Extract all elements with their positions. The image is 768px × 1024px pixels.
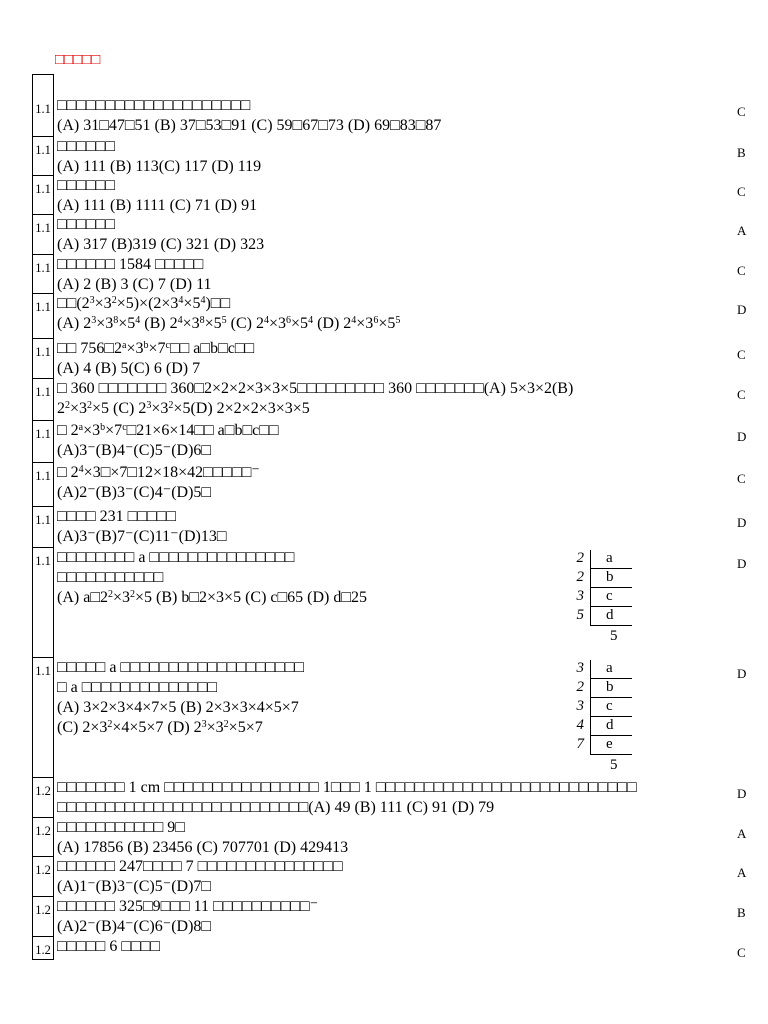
answer-key: D	[737, 786, 747, 801]
question-number: 1.2	[32, 897, 54, 937]
question-number: 1.1	[32, 137, 54, 176]
division-line	[590, 754, 632, 755]
question-number: 1.1	[32, 339, 54, 379]
question-line: □□□□□□□ 1 cm □□□□□□□□□□□□□□□□ 1□□□ 1 □□□□□□□□□□□□□□□□□□□□□□□□□□□	[57, 779, 637, 796]
question-number: 1.1	[32, 507, 54, 548]
question-line: □□□□□□	[57, 138, 115, 155]
question-text	[57, 937, 707, 957]
question-line: (A) 3×2×3×4×7×5 (B) 2×3×3×4×5×7	[57, 699, 299, 716]
question-line: (A) $a□2^2\times 3^2\times 5$ (B) b□2×3×5 (C) c□65 (D) d□25	[57, 589, 368, 606]
question-line: (A) $2^3\times 3^8\times 5^4$ (B) $2^4\times 3^8\times 5^5$ (C) $2^4\times 3^6\times 5^4$ (D) $2^4\times 3^6\times 5^5$	[57, 315, 401, 332]
table-row	[0, 778, 768, 818]
question-line: (A) 4 (B) 5(C) 6 (D) 7	[57, 360, 201, 377]
question-text	[57, 137, 707, 177]
answer-key: D	[737, 666, 747, 681]
table-row	[0, 937, 768, 960]
question-text	[57, 463, 707, 503]
question-line: (A) 111 (B) 113(C) 117 (D) 119	[57, 158, 262, 175]
question-number: 1.2	[32, 857, 54, 897]
question-line: (A) 17856 (B) 23456 (C) 707701 (D) 429413	[57, 839, 349, 856]
table-row	[0, 463, 768, 507]
question-line: (A)2⁻(B)4⁻(C)6⁻(D)8□	[57, 918, 212, 935]
question-number: 1.1	[32, 421, 54, 463]
question-number: 1.1	[32, 379, 54, 421]
answer-key: A	[737, 223, 747, 238]
question-number: 1.1	[32, 463, 54, 507]
question-text	[57, 548, 557, 608]
question-number: 1.1	[32, 658, 54, 778]
answer-key: C	[737, 184, 746, 199]
quotient-letter: a	[606, 550, 613, 566]
final-quotient: 5	[610, 757, 618, 773]
answer-key: D	[737, 302, 747, 317]
question-number: 1.2	[32, 778, 54, 818]
quotient-letter: a	[606, 660, 613, 676]
division-bar	[590, 660, 591, 755]
table-row	[0, 255, 768, 294]
question-line: □□□□□ a □□□□□□□□□□□□□□□□□□□	[57, 659, 305, 676]
divisor: 2	[576, 550, 584, 566]
question-line: □□□□□□	[57, 177, 115, 194]
answer-key: D	[737, 515, 747, 530]
division-bar	[590, 550, 591, 626]
question-line: □□□□□□ 247□□□□ 7 □□□□□□□□□□□□□□□	[57, 858, 343, 875]
table-row	[0, 294, 768, 339]
question-line: □□□□□□□□□□□□□□□□□□□□	[57, 97, 251, 114]
question-line: $2^2\times 3^2\times 5$ (C) $2^3\times 3^2\times 5(D)$ 2×2×2×3×3×5	[57, 400, 310, 417]
answer-key: D	[737, 556, 747, 571]
question-text	[57, 818, 707, 858]
question-line: □□□□□□□□□□□□□□□□□□□□□□□□□□(A) 49 (B) 111 (C) 91 (D) 79	[57, 799, 495, 816]
divisor: 3	[576, 588, 584, 604]
answer-key: B	[737, 905, 746, 920]
question-line: □□□□□□ 325□9□□□ 11 □□□□□□□□□□⁻	[57, 898, 319, 915]
division-line	[590, 625, 632, 626]
answer-key: C	[737, 263, 746, 278]
answer-key: B	[737, 145, 746, 160]
question-line: (C) $2\times 3^2\times 4\times 5\times 7$ (D) $2^3\times 3^2\times 5\times 7$	[57, 719, 263, 736]
quotient-letter: b	[606, 569, 614, 585]
question-number: 1.1	[32, 215, 54, 255]
question-line: □ a □□□□□□□□□□□□□□	[57, 679, 218, 696]
divisor: 3	[576, 660, 584, 676]
question-line: □□□□□□ 1584 □□□□□	[57, 256, 204, 273]
answer-key: C	[737, 387, 746, 402]
answer-key: C	[737, 347, 746, 362]
answer-key: A	[737, 826, 747, 841]
quotient-letter: c	[606, 698, 613, 714]
table-row	[0, 421, 768, 463]
question-line: □□□□□□	[57, 216, 115, 233]
question-line: □ $2^4\times 3□\times 7□12\times 18\times 42□□□□□^-$	[57, 464, 260, 481]
answer-key: C	[737, 104, 746, 119]
question-number: 1.1	[32, 96, 54, 137]
table-row	[0, 818, 768, 857]
table-row	[0, 897, 768, 937]
page-title: □□□□□	[55, 52, 101, 68]
table-row	[0, 857, 768, 897]
divisor: 5	[576, 607, 584, 623]
question-number: 1.1	[32, 176, 54, 215]
question-line: □ $2^a\times 3^b\times 7^c□21\times 6\times 14□□$ a□b□c□□	[57, 422, 279, 439]
table-row	[0, 339, 768, 379]
question-text	[57, 897, 707, 937]
question-text	[57, 778, 707, 818]
question-line: □□ $756□2^a\times 3^b\times 7^c□□$ a□b□c□□	[57, 340, 255, 357]
final-quotient: 5	[610, 628, 618, 644]
question-text	[57, 176, 707, 216]
question-line: (A) 31□47□51 (B) 37□53□91 (C) 59□67□73 (D) 69□83□87	[57, 117, 442, 134]
question-text	[57, 96, 707, 136]
question-line: (A) 317 (B)319 (C) 321 (D) 323	[57, 236, 265, 253]
table-row	[0, 215, 768, 255]
table-row	[0, 96, 768, 137]
question-number: 1.1	[32, 294, 54, 339]
question-line: (A)2⁻(B)3⁻(C)4⁻(D)5□	[57, 484, 212, 501]
divisor: 2	[576, 569, 584, 585]
divisor: 2	[576, 679, 584, 695]
question-line: (A)3⁻(B)7⁻(C)11⁻(D)13□	[57, 528, 227, 545]
quotient-letter: d	[606, 717, 614, 733]
question-number: 1.2	[32, 937, 54, 960]
question-line: (A)3⁻(B)4⁻(C)5⁻(D)6□	[57, 442, 212, 459]
table-row	[0, 379, 768, 421]
quotient-letter: d	[606, 607, 614, 623]
question-text	[57, 255, 707, 295]
table-row	[0, 658, 768, 778]
question-text	[57, 421, 707, 461]
table-row	[0, 176, 768, 215]
question-text	[57, 658, 557, 738]
quotient-letter: c	[606, 588, 613, 604]
question-text	[57, 507, 707, 547]
quotient-letter: b	[606, 679, 614, 695]
question-line: □□□□□□□□□□□ 9□	[57, 819, 185, 836]
table-row	[0, 548, 768, 658]
question-text	[57, 379, 707, 419]
question-text	[57, 215, 707, 255]
divisor: 3	[576, 698, 584, 714]
answer-key: A	[737, 865, 747, 880]
answer-key: C	[737, 945, 746, 960]
divisor: 4	[576, 717, 584, 733]
question-line: (A) 111 (B) 1111 (C) 71 (D) 91	[57, 197, 258, 214]
question-line: (A) 2 (B) 3 (C) 7 (D) 11	[57, 276, 212, 293]
question-line: (A)1⁻(B)3⁻(C)5⁻(D)7□	[57, 878, 212, 895]
question-line: □□□□ 231 □□□□□	[57, 508, 176, 525]
question-line: □□□□□ 6 □□□□	[57, 938, 160, 955]
question-text	[57, 857, 707, 897]
question-line: □□□□□□□□ a □□□□□□□□□□□□□□□	[57, 549, 295, 566]
question-line: □ 360 □□□□□□□ 360□2×2×2×3×3×5□□□□□□□□□ 360 □□□□□□□(A) 5×3×2(B)	[57, 380, 574, 397]
question-text	[57, 339, 707, 379]
question-number: 1.1	[32, 255, 54, 294]
question-number: 1.1	[32, 548, 54, 658]
divisor: 7	[576, 736, 584, 752]
question-text	[57, 294, 707, 334]
question-number: 1.2	[32, 818, 54, 857]
question-line: $□□(2^3\times 3^2\times 5)\times(2\times 3^4\times 5^4)□□$	[57, 295, 231, 312]
question-line: □□□□□□□□□□□	[57, 569, 164, 586]
answer-key: D	[737, 429, 747, 444]
quotient-letter: e	[606, 736, 613, 752]
answer-key: C	[737, 471, 746, 486]
table-row	[0, 137, 768, 176]
table-row	[0, 507, 768, 548]
